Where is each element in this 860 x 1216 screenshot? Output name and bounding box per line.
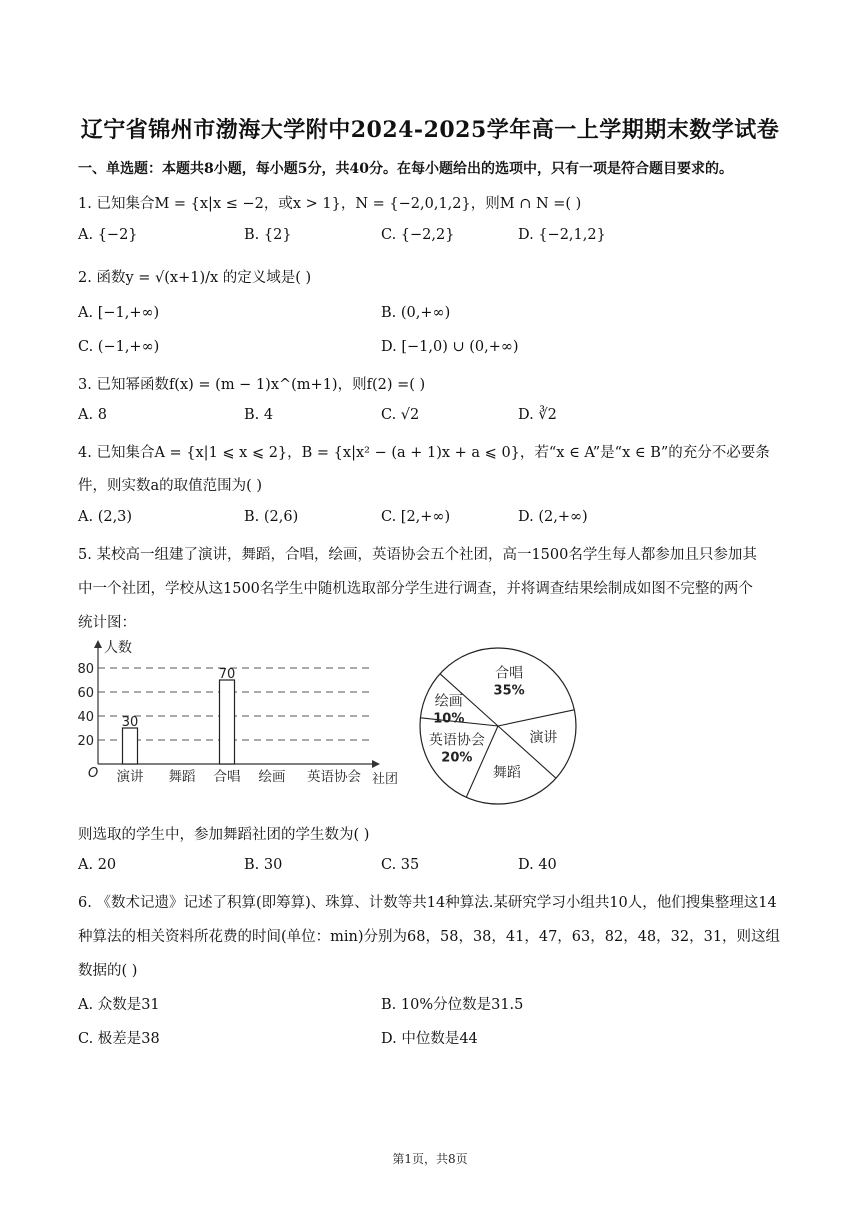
question-6-stem-line-3: 数据的( ) xyxy=(78,963,138,979)
question-2-option-b: B. (0,+∞) xyxy=(381,305,451,321)
question-6-option-d: D. 中位数是44 xyxy=(381,1031,478,1047)
question-6-option-c: C. 极差是38 xyxy=(78,1031,160,1047)
question-1-option-c: C. {−2,2} xyxy=(381,227,455,243)
question-3-option-c: C. √2 xyxy=(381,407,420,423)
y-tick-label: 80 xyxy=(77,662,94,677)
question-4-stem-line-2: 件，则实数a的取值范围为( ) xyxy=(78,478,263,494)
question-3-stem: 3. 已知幂函数f(x) = (m − 1)x^(m+1)，则f(2) =( ) xyxy=(78,377,426,393)
pie-slice-percent: 35% xyxy=(493,683,525,699)
question-4-option-d: D. (2,+∞) xyxy=(518,509,588,525)
question-4-option-a: A. (2,3) xyxy=(78,509,133,525)
question-5-prompt: 则选取的学生中，参加舞蹈社团的学生数为( ) xyxy=(78,827,370,843)
pie-slice-label: 绘画 xyxy=(434,693,463,710)
question-5-option-d: D. 40 xyxy=(518,857,557,873)
question-4-option-c: C. [2,+∞) xyxy=(381,509,451,525)
question-3-option-d: D. ∛2 xyxy=(518,407,557,423)
bar xyxy=(220,680,235,764)
question-3-option-a: A. 8 xyxy=(78,407,107,423)
pie-slice-label: 合唱 xyxy=(495,665,524,682)
question-6-stem-line-2: 种算法的相关资料所花费的时间(单位：min)分别为68，58，38，41，47，63，82，48，32，31，则这组 xyxy=(78,929,781,945)
x-tick-label: 英语协会 xyxy=(307,769,361,785)
origin-label: O xyxy=(88,766,99,781)
y-axis-label: 人数 xyxy=(104,640,132,656)
question-5-stem-line-3: 统计图： xyxy=(78,615,136,631)
x-axis-arrow xyxy=(372,760,380,768)
page-footer: 第1页，共8页 xyxy=(392,1152,468,1166)
question-5-option-b: B. 30 xyxy=(244,857,283,873)
y-tick-label: 60 xyxy=(77,686,94,701)
question-5-option-a: A. 20 xyxy=(78,857,117,873)
question-2-option-c: C. (−1,+∞) xyxy=(78,339,160,355)
question-4-option-b: B. (2,6) xyxy=(244,509,299,525)
pie-slice-label: 舞蹈 xyxy=(492,764,521,781)
x-tick-label: 绘画 xyxy=(258,769,286,785)
question-2-option-a: A. [−1,+∞) xyxy=(78,305,160,321)
page-title: 辽宁省锦州市渤海大学附中2024-2025学年高一上学期期末数学试卷 xyxy=(80,117,780,143)
question-4-stem-line-1: 4. 已知集合A = {x|1 ⩽ x ⩽ 2}，B = {x|x² − (a + 1)x + a ⩽ 0}，若“x ∈ A”是“x ∈ B”的充分不必要条 xyxy=(78,445,770,461)
question-6-option-a: A. 众数是31 xyxy=(78,997,160,1013)
y-axis-arrow xyxy=(94,640,102,648)
question-1-stem: 1. 已知集合M = {x|x ≤ −2，或x > 1}，N = {−2,0,1,2}，则M ∩ N =( ) xyxy=(78,196,582,212)
question-5-stem-line-1: 5. 某校高一组建了演讲，舞蹈，合唱，绘画，英语协会五个社团，高一1500名学生每人都参加且只参加其 xyxy=(78,547,757,563)
question-6-option-b: B. 10%分位数是31.5 xyxy=(381,997,524,1013)
question-5-stem-line-2: 中一个社团，学校从这1500名学生中随机选取部分学生进行调查，并将调查结果绘制成如图不完整的两个 xyxy=(78,581,753,597)
pie-slice-percent: 20% xyxy=(441,750,473,766)
y-tick-label: 40 xyxy=(77,710,94,725)
question-2-option-d: D. [−1,0) ∪ (0,+∞) xyxy=(381,339,519,355)
pie-slice-label: 英语协会 xyxy=(428,732,485,749)
question-3-option-b: B. 4 xyxy=(244,407,274,423)
question-2-stem: 2. 函数y = √(x+1)/x 的定义域是( ) xyxy=(78,270,312,286)
section-header: 一、单选题：本题共8小题，每小题5分，共40分。在每小题给出的选项中，只有一项是符合题目要求的。 xyxy=(78,161,733,177)
question-1-option-a: A. {−2} xyxy=(78,227,138,243)
pie-slice-percent: 10% xyxy=(433,711,465,727)
data-label: 70 xyxy=(218,667,236,682)
x-tick-label: 舞蹈 xyxy=(168,769,196,785)
question-1-option-b: B. {2} xyxy=(244,227,292,243)
x-axis-label: 社团 xyxy=(372,772,399,787)
bar-chart xyxy=(72,636,412,792)
y-tick-label: 20 xyxy=(77,734,94,749)
bar xyxy=(123,728,138,764)
data-label: 30 xyxy=(121,715,139,730)
pie-chart xyxy=(416,644,580,808)
question-5-option-c: C. 35 xyxy=(381,857,420,873)
x-tick-label: 演讲 xyxy=(116,769,144,785)
question-1-option-d: D. {−2,1,2} xyxy=(518,227,606,243)
pie-slice-label: 演讲 xyxy=(529,730,558,747)
question-6-stem-line-1: 6. 《数术记遗》记述了积算(即筹算)、珠算、计数等共14种算法.某研究学习小组共10人，他们搜集整理这14 xyxy=(78,895,777,911)
x-tick-label: 合唱 xyxy=(213,769,241,785)
